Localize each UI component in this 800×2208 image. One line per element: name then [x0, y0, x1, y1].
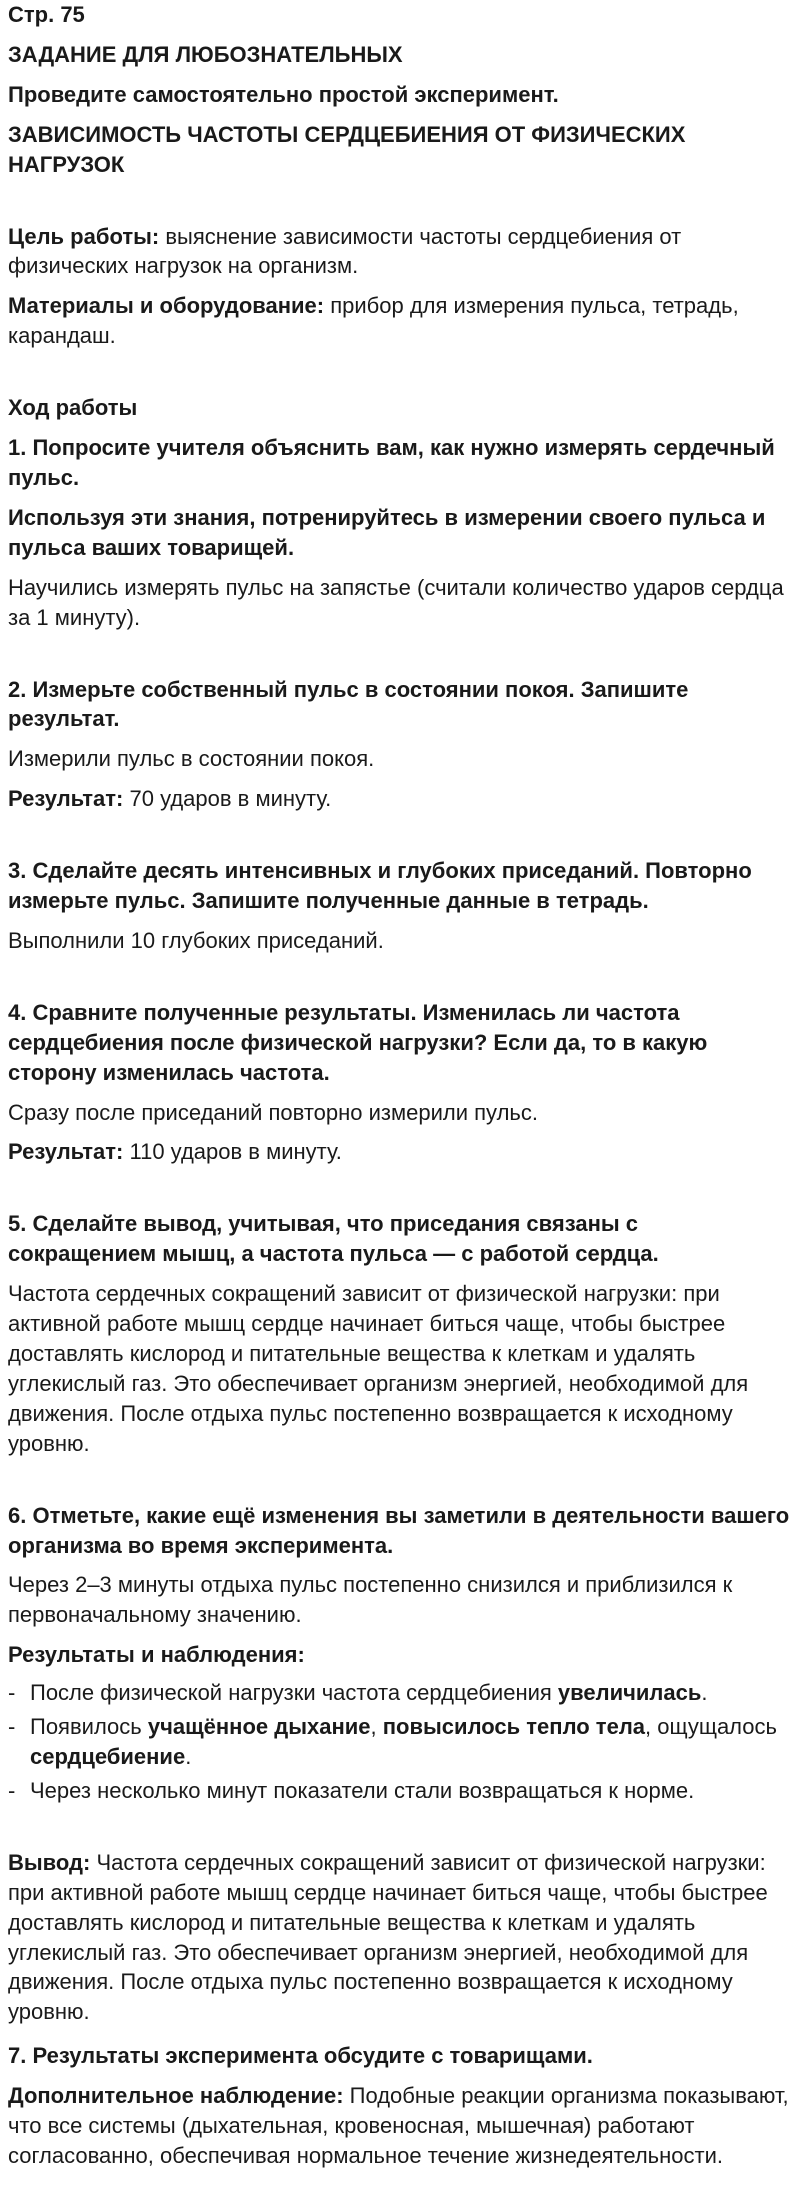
goal-text: выяснение зависимости частоты сердцебиения от физических нагрузок на организм.: [8, 223, 682, 279]
step-4-question: 4. Сравните полученные результаты. Изменилась ли частота сердцебиения после физической нагрузки? Если да, то в какую сторону изменилась частота.: [8, 999, 708, 1085]
step-3-answer: Выполнили 10 глубоких приседаний.: [8, 927, 384, 953]
step-2-answer: Измерили пульс в состоянии покоя.: [8, 746, 375, 772]
list-item: - Через несколько минут показатели стали возвращаться к норме.: [8, 1776, 792, 1806]
step-6-answer: Через 2–3 минуты отдыха пульс постепенно снизился и приблизился к первоначальному значению.: [8, 1572, 733, 1628]
procedure-heading: Ход работы: [8, 395, 138, 421]
step-6-question: 6. Отметьте, какие ещё изменения вы заметили в деятельности вашего организма во время эксперимента.: [8, 1502, 790, 1558]
list-dash: -: [8, 1680, 16, 1706]
extra-text: Подобные реакции организма показывают, что все системы (дыхательная, кровеносная, мышечная) работают согласованно, обеспечивая нормальное течение жизнедеятельности.: [8, 2083, 789, 2168]
step-3-question: 3. Сделайте десять интенсивных и глубоких приседаний. Повторно измерьте пульс. Запишите полученные данные в тетрадь.: [8, 858, 752, 914]
step-1-instruction: Используя эти знания, потренируйтесь в измерении своего пульса и пульса ваших товарищей.: [8, 504, 766, 560]
conclusion-paragraph: [8, 1848, 792, 2027]
observations-list: [8, 1678, 792, 1806]
step-1-answer: Научились измерять пульс на запястье (считали количество ударов сердца за 1 минуту).: [8, 574, 784, 630]
observations-heading: Результаты и наблюдения:: [8, 1642, 305, 1668]
page-label: Стр. 75: [8, 2, 85, 27]
list-item: - После физической нагрузки частота сердцебиения увеличилась.: [8, 1678, 792, 1708]
step-2-question: 2. Измерьте собственный пульс в состоянии покоя. Запишите результат.: [8, 676, 689, 732]
step-4-answer: Сразу после приседаний повторно измерили пульс.: [8, 1099, 538, 1125]
goal-paragraph: [8, 222, 792, 282]
step-4-result: [8, 1137, 792, 1167]
step-1-question: 1. Попросите учителя объяснить вам, как нужно измерять сердечный пульс.: [8, 435, 775, 490]
step-7-question: 7. Результаты эксперимента обсудите с товарищами.: [8, 2043, 593, 2069]
step-2-result: [8, 784, 792, 814]
step-5-question: 5. Сделайте вывод, учитывая, что приседания связаны с сокращением мышц, а частота пульса — с работой сердца.: [8, 1211, 659, 1267]
extra-label: Дополнительное наблюдение:: [8, 2083, 344, 2109]
step-4-result-label: Результат:: [8, 1139, 124, 1165]
list-dash: -: [8, 1777, 16, 1803]
materials-text: прибор для измерения пульса, тетрадь, карандаш.: [8, 293, 739, 349]
step-4-result-text: 110 ударов в минуту.: [123, 1139, 342, 1165]
materials-paragraph: [8, 291, 792, 351]
goal-label: Цель работы:: [8, 223, 160, 249]
step-2-result-text: 70 ударов в минуту.: [123, 786, 332, 812]
list-dash: -: [8, 1714, 16, 1740]
task-header: ЗАДАНИЕ ДЛЯ ЛЮБОЗНАТЕЛЬНЫХ: [8, 41, 403, 67]
list-item: - Появилось учащённое дыхание, повысилось тепло тела, ощущалось сердцебиение.: [8, 1714, 777, 1769]
materials-label: Материалы и оборудование:: [8, 293, 325, 319]
step-2-result-label: Результат:: [8, 786, 124, 812]
conclusion-label: Вывод:: [8, 1849, 91, 1875]
step-5-answer: Частота сердечных сокращений зависит от физической нагрузки: при активной работе мышц сердце начинает биться чаще, чтобы быстрее доставлять кислород и питательные вещества к клеткам и удалять углекислый газ. Это обеспечивает организм энергией, необходимой для движения. После отдыха пульс постепенно возвращается к исходному уровню.: [8, 1281, 749, 1456]
extra-observation: [8, 2081, 792, 2171]
conclusion-text: Частота сердечных сокращений зависит от физической нагрузки: при активной работе мышц сердце начинает биться чаще, чтобы быстрее доставлять кислород и питательные вещества к клеткам и удалять углекислый газ. Это обеспечивает организм энергией, необходимой для движения. После отдыха пульс постепенно возвращается к исходному уровню.: [8, 1849, 768, 2025]
task-intro: Проведите самостоятельно простой эксперимент.: [8, 81, 559, 107]
experiment-title: ЗАВИСИМОСТЬ ЧАСТОТЫ СЕРДЦЕБИЕНИЯ ОТ ФИЗИЧЕСКИХ НАГРУЗОК: [8, 121, 686, 177]
